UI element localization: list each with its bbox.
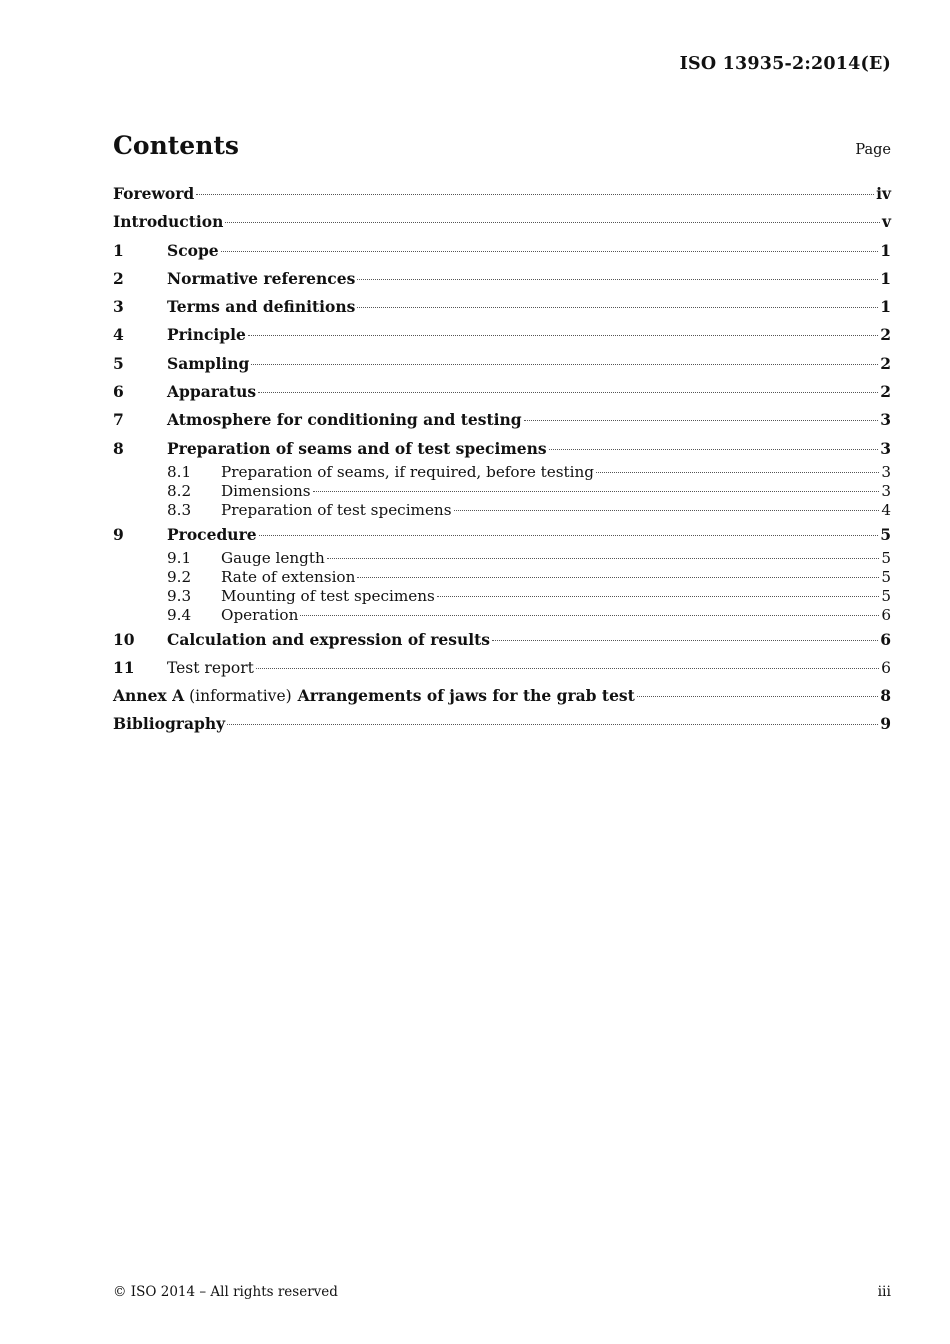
- toc-entry-page: 1: [880, 240, 891, 260]
- toc-entry[interactable]: [113, 482, 891, 501]
- toc-entry-number: 4: [113, 325, 124, 345]
- toc-dot-leader: [357, 307, 878, 308]
- toc-dot-leader: [248, 335, 878, 336]
- toc-entry-page: 2: [880, 353, 891, 373]
- toc-entry-title: Mounting of test specimens: [221, 586, 435, 605]
- toc-entry-title: Terms and definitions: [167, 297, 356, 317]
- toc-entry-page: 5: [880, 524, 891, 544]
- toc-entry-title: Operation: [221, 606, 299, 625]
- toc-entry-number: 9.1: [167, 548, 192, 567]
- toc-entry[interactable]: [113, 549, 891, 568]
- toc-entry-title: Principle: [167, 325, 246, 345]
- toc-entry[interactable]: [113, 241, 891, 265]
- toc-entry[interactable]: [113, 382, 891, 406]
- toc-entry-title: Preparation of seams, if required, before testing: [221, 462, 594, 481]
- toc-entry-title: Preparation of test specimens: [221, 501, 452, 520]
- annex-status: (informative): [189, 687, 292, 706]
- toc-entry-page: 5: [881, 548, 891, 567]
- toc-entry[interactable]: [113, 501, 891, 520]
- toc-entry-number: 8.1: [167, 462, 192, 481]
- toc-entry[interactable]: [113, 297, 891, 321]
- toc-bibliography-entry[interactable]: [113, 714, 891, 738]
- annex-label: Annex A: [113, 686, 185, 706]
- toc-entry[interactable]: [113, 568, 891, 587]
- toc-list: [113, 184, 891, 738]
- toc-dot-leader: [313, 491, 880, 492]
- toc-entry-number: 6: [113, 382, 124, 402]
- toc-entry-page: v: [881, 212, 891, 232]
- toc-entry-title: Introduction: [113, 212, 224, 232]
- toc-entry[interactable]: [113, 463, 891, 482]
- annex-title: Arrangements of jaws for the grab test: [297, 686, 635, 706]
- toc-entry-number: 7: [113, 410, 124, 430]
- toc-entry-page: 1: [880, 268, 891, 288]
- toc-dot-leader: [227, 724, 878, 725]
- toc-dot-leader: [549, 449, 879, 450]
- toc-dot-leader: [357, 279, 878, 280]
- toc-entry[interactable]: [113, 606, 891, 625]
- toc-entry[interactable]: [113, 269, 891, 293]
- toc-entry-number: 8.2: [167, 481, 192, 500]
- toc-entry-number: 9: [113, 524, 124, 544]
- toc-heading: [113, 131, 891, 160]
- annex-page: 8: [880, 686, 891, 706]
- toc-entry[interactable]: [113, 354, 891, 378]
- toc-entry-page: 3: [881, 462, 891, 481]
- toc-dot-leader: [437, 596, 880, 597]
- toc-entry-page: 4: [881, 501, 891, 520]
- toc-dot-leader: [637, 696, 878, 697]
- toc-entry[interactable]: [113, 630, 891, 654]
- toc-dot-leader: [327, 558, 880, 559]
- toc-entry-title: Atmosphere for conditioning and testing: [167, 410, 522, 430]
- toc-entry-number: 9.4: [167, 606, 192, 625]
- toc-entry-number: 8: [113, 438, 124, 458]
- toc-title: Contents: [113, 131, 240, 160]
- toc-entry-page: 6: [881, 606, 891, 625]
- toc-entry-page: 1: [880, 297, 891, 317]
- toc-entry-page: 2: [880, 382, 891, 402]
- toc-entry-page: 5: [881, 586, 891, 605]
- toc-annex-entry[interactable]: [113, 686, 891, 710]
- footer-page-number: iii: [877, 1284, 891, 1300]
- toc-dot-leader: [256, 668, 879, 669]
- toc-entry-title: Preparation of seams and of test specimens: [167, 438, 547, 458]
- toc-entry-title: Calculation and expression of results: [167, 629, 491, 649]
- toc-dot-leader: [454, 510, 880, 511]
- toc-entry-page: 3: [880, 410, 891, 430]
- toc-entry[interactable]: [113, 212, 891, 236]
- toc-dot-leader: [524, 420, 879, 421]
- footer-copyright: © ISO 2014 – All rights reserved: [113, 1284, 338, 1300]
- toc-entry-page: 3: [880, 438, 891, 458]
- toc-dot-leader: [259, 535, 879, 536]
- toc-page-label: Page: [855, 142, 891, 158]
- toc-dot-leader: [300, 615, 879, 616]
- toc-entry-number: 10: [113, 629, 135, 649]
- document-id: ISO 13935-2:2014(E): [679, 54, 891, 74]
- toc-dot-leader: [596, 472, 879, 473]
- toc-entry-page: iv: [876, 184, 891, 203]
- toc-entry[interactable]: [113, 525, 891, 549]
- toc-entry-number: 3: [113, 297, 124, 317]
- toc-entry-title: Dimensions: [221, 481, 311, 500]
- toc-entry-title: Normative references: [167, 268, 356, 288]
- toc-dot-leader: [492, 640, 878, 641]
- toc-entry-page: 2: [880, 325, 891, 345]
- toc-entry[interactable]: [113, 410, 891, 434]
- toc-dot-leader: [196, 194, 874, 195]
- toc-entry-title: Procedure: [167, 524, 257, 544]
- toc-entry-title: Apparatus: [167, 382, 257, 402]
- toc-dot-leader: [225, 222, 880, 223]
- toc-entry-title: Sampling: [167, 353, 250, 373]
- toc-entry-title: Gauge length: [221, 548, 325, 567]
- toc-entry-number: 5: [113, 353, 124, 373]
- toc-entry[interactable]: [113, 587, 891, 606]
- toc-entry-title: Rate of extension: [221, 567, 356, 586]
- toc-entry-page: 3: [881, 481, 891, 500]
- toc-entry-number: 9.3: [167, 586, 192, 605]
- toc-dot-leader: [221, 251, 879, 252]
- toc-entry-page: 6: [880, 629, 891, 649]
- toc-entry-title: Test report: [167, 658, 254, 677]
- toc-dot-leader: [357, 577, 879, 578]
- toc-entry-page: 5: [881, 567, 891, 586]
- bibliography-title: Bibliography: [113, 714, 226, 734]
- toc-entry-number: 11: [113, 657, 135, 677]
- toc-entry-number: 2: [113, 268, 124, 288]
- toc-entry[interactable]: [113, 439, 891, 463]
- toc-entry-title: Scope: [167, 240, 219, 260]
- bibliography-page: 9: [880, 714, 891, 734]
- toc-entry[interactable]: [113, 658, 891, 682]
- toc-entry-page: 6: [881, 658, 891, 677]
- toc-entry[interactable]: [113, 184, 891, 208]
- toc-dot-leader: [251, 364, 878, 365]
- toc-entry-number: 1: [113, 240, 124, 260]
- toc-entry-title: Foreword: [113, 184, 195, 203]
- toc-entry-number: 9.2: [167, 567, 192, 586]
- toc-entry-number: 8.3: [167, 501, 192, 520]
- toc-entry[interactable]: [113, 325, 891, 349]
- toc-dot-leader: [258, 392, 878, 393]
